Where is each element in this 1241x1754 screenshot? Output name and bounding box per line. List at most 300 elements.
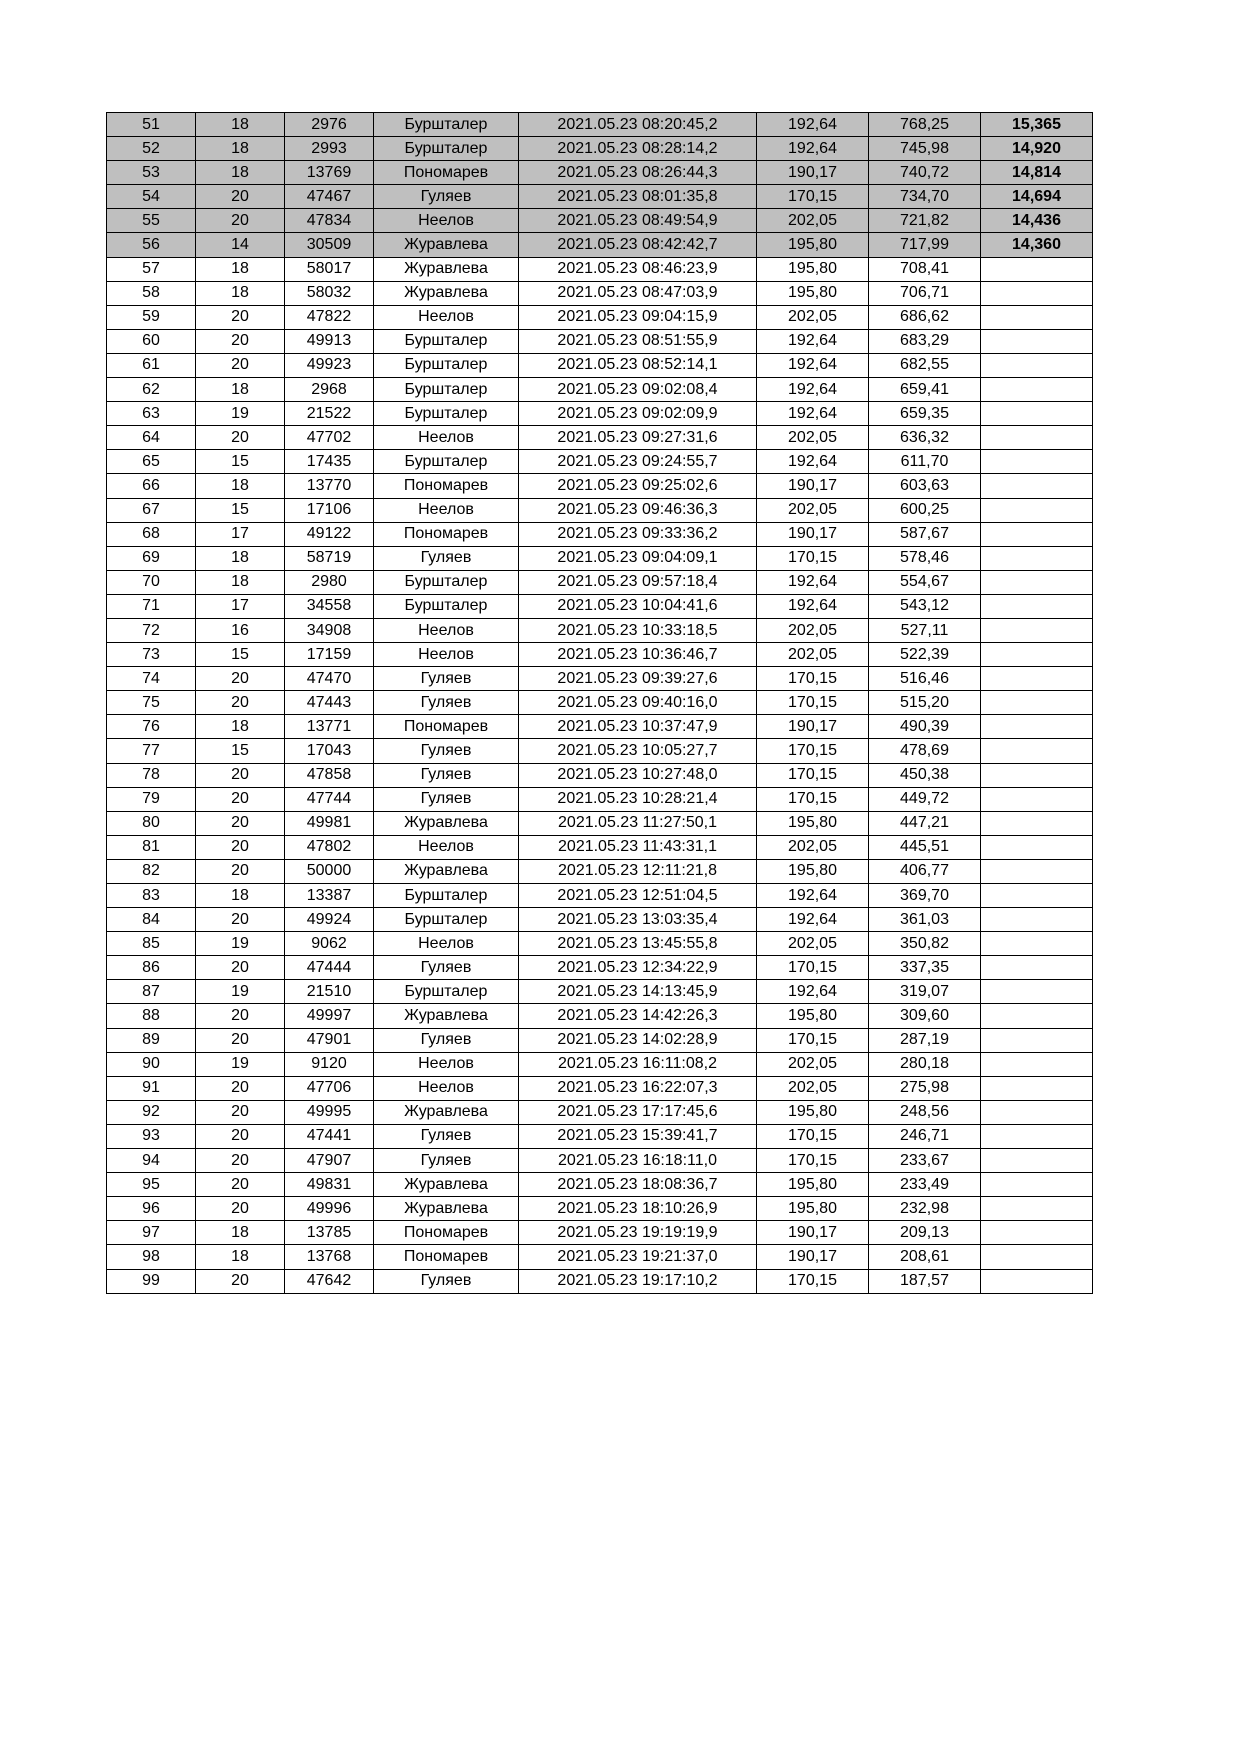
round-cell: 18: [196, 546, 285, 570]
distance-cell: 190,17: [757, 522, 869, 546]
table-row: [107, 209, 1093, 233]
ring-number-cell: 47702: [285, 426, 374, 450]
round-cell: 18: [196, 137, 285, 161]
round-cell: 18: [196, 474, 285, 498]
place-cell: 98: [107, 1245, 196, 1269]
arrival-time-cell: 2021.05.23 16:11:08,2: [519, 1052, 757, 1076]
speed-cell: 600,25: [869, 498, 981, 522]
owner-cell: Неелов: [374, 305, 519, 329]
distance-cell: 170,15: [757, 1028, 869, 1052]
ring-number-cell: 49122: [285, 522, 374, 546]
place-cell: 77: [107, 739, 196, 763]
round-cell: 20: [196, 1004, 285, 1028]
table-row: [107, 426, 1093, 450]
place-cell: 84: [107, 908, 196, 932]
owner-cell: Гуляев: [374, 667, 519, 691]
arrival-time-cell: 2021.05.23 19:17:10,2: [519, 1269, 757, 1293]
speed-cell: 337,35: [869, 956, 981, 980]
ring-number-cell: 9062: [285, 932, 374, 956]
speed-cell: 287,19: [869, 1028, 981, 1052]
speed-cell: 745,98: [869, 137, 981, 161]
distance-cell: 192,64: [757, 980, 869, 1004]
place-cell: 67: [107, 498, 196, 522]
arrival-time-cell: 2021.05.23 08:49:54,9: [519, 209, 757, 233]
distance-cell: 195,80: [757, 233, 869, 257]
round-cell: 18: [196, 570, 285, 594]
speed-cell: 232,98: [869, 1197, 981, 1221]
owner-cell: Гуляев: [374, 1028, 519, 1052]
distance-cell: 192,64: [757, 329, 869, 353]
table-row: [107, 980, 1093, 1004]
owner-cell: Гуляев: [374, 691, 519, 715]
round-cell: 20: [196, 353, 285, 377]
owner-cell: Буршталер: [374, 353, 519, 377]
arrival-time-cell: 2021.05.23 08:46:23,9: [519, 257, 757, 281]
table-row: [107, 1245, 1093, 1269]
place-cell: 91: [107, 1076, 196, 1100]
distance-cell: 192,64: [757, 450, 869, 474]
owner-cell: Гуляев: [374, 763, 519, 787]
round-cell: 20: [196, 908, 285, 932]
place-cell: 62: [107, 378, 196, 402]
distance-cell: 190,17: [757, 715, 869, 739]
speed-cell: 554,67: [869, 570, 981, 594]
score-cell: [981, 474, 1093, 498]
ring-number-cell: 17159: [285, 643, 374, 667]
score-cell: [981, 570, 1093, 594]
ring-number-cell: 58017: [285, 257, 374, 281]
arrival-time-cell: 2021.05.23 09:40:16,0: [519, 691, 757, 715]
owner-cell: Буршталер: [374, 378, 519, 402]
speed-cell: 603,63: [869, 474, 981, 498]
place-cell: 51: [107, 113, 196, 137]
distance-cell: 170,15: [757, 1269, 869, 1293]
speed-cell: 233,49: [869, 1173, 981, 1197]
distance-cell: 170,15: [757, 1124, 869, 1148]
arrival-time-cell: 2021.05.23 09:33:36,2: [519, 522, 757, 546]
owner-cell: Буршталер: [374, 450, 519, 474]
owner-cell: Неелов: [374, 498, 519, 522]
place-cell: 58: [107, 281, 196, 305]
ring-number-cell: 2976: [285, 113, 374, 137]
owner-cell: Гуляев: [374, 546, 519, 570]
speed-cell: 734,70: [869, 185, 981, 209]
distance-cell: 202,05: [757, 426, 869, 450]
arrival-time-cell: 2021.05.23 08:42:42,7: [519, 233, 757, 257]
speed-cell: 406,77: [869, 859, 981, 883]
arrival-time-cell: 2021.05.23 14:42:26,3: [519, 1004, 757, 1028]
score-cell: 14,360: [981, 233, 1093, 257]
round-cell: 20: [196, 1149, 285, 1173]
ring-number-cell: 17106: [285, 498, 374, 522]
table-row: [107, 474, 1093, 498]
round-cell: 19: [196, 402, 285, 426]
round-cell: 20: [196, 787, 285, 811]
distance-cell: 192,64: [757, 113, 869, 137]
round-cell: 20: [196, 1269, 285, 1293]
round-cell: 20: [196, 691, 285, 715]
distance-cell: 170,15: [757, 1149, 869, 1173]
speed-cell: 209,13: [869, 1221, 981, 1245]
score-cell: [981, 811, 1093, 835]
table-row: [107, 305, 1093, 329]
place-cell: 71: [107, 594, 196, 618]
distance-cell: 170,15: [757, 787, 869, 811]
owner-cell: Буршталер: [374, 980, 519, 1004]
place-cell: 54: [107, 185, 196, 209]
table-row: [107, 956, 1093, 980]
distance-cell: 192,64: [757, 908, 869, 932]
score-cell: [981, 305, 1093, 329]
score-cell: [981, 1004, 1093, 1028]
score-cell: [981, 956, 1093, 980]
arrival-time-cell: 2021.05.23 19:21:37,0: [519, 1245, 757, 1269]
arrival-time-cell: 2021.05.23 08:26:44,3: [519, 161, 757, 185]
arrival-time-cell: 2021.05.23 12:11:21,8: [519, 859, 757, 883]
distance-cell: 202,05: [757, 305, 869, 329]
speed-cell: 543,12: [869, 594, 981, 618]
round-cell: 20: [196, 956, 285, 980]
round-cell: 20: [196, 305, 285, 329]
ring-number-cell: 21522: [285, 402, 374, 426]
distance-cell: 170,15: [757, 956, 869, 980]
arrival-time-cell: 2021.05.23 12:51:04,5: [519, 884, 757, 908]
speed-cell: 768,25: [869, 113, 981, 137]
owner-cell: Журавлева: [374, 1004, 519, 1028]
round-cell: 20: [196, 1124, 285, 1148]
score-cell: [981, 1052, 1093, 1076]
distance-cell: 192,64: [757, 402, 869, 426]
arrival-time-cell: 2021.05.23 09:04:15,9: [519, 305, 757, 329]
owner-cell: Журавлева: [374, 1173, 519, 1197]
score-cell: [981, 618, 1093, 642]
table-row: [107, 1100, 1093, 1124]
ring-number-cell: 34558: [285, 594, 374, 618]
table-row: [107, 908, 1093, 932]
owner-cell: Буршталер: [374, 594, 519, 618]
owner-cell: Журавлева: [374, 859, 519, 883]
speed-cell: 522,39: [869, 643, 981, 667]
distance-cell: 202,05: [757, 1052, 869, 1076]
score-cell: [981, 1076, 1093, 1100]
place-cell: 70: [107, 570, 196, 594]
score-cell: [981, 329, 1093, 353]
place-cell: 59: [107, 305, 196, 329]
score-cell: [981, 378, 1093, 402]
arrival-time-cell: 2021.05.23 13:45:55,8: [519, 932, 757, 956]
arrival-time-cell: 2021.05.23 08:51:55,9: [519, 329, 757, 353]
place-cell: 68: [107, 522, 196, 546]
table-row: [107, 233, 1093, 257]
arrival-time-cell: 2021.05.23 09:24:55,7: [519, 450, 757, 474]
speed-cell: 280,18: [869, 1052, 981, 1076]
ring-number-cell: 47834: [285, 209, 374, 233]
ring-number-cell: 47744: [285, 787, 374, 811]
round-cell: 20: [196, 763, 285, 787]
round-cell: 18: [196, 257, 285, 281]
round-cell: 15: [196, 739, 285, 763]
place-cell: 55: [107, 209, 196, 233]
round-cell: 14: [196, 233, 285, 257]
score-cell: [981, 739, 1093, 763]
arrival-time-cell: 2021.05.23 08:47:03,9: [519, 281, 757, 305]
ring-number-cell: 47470: [285, 667, 374, 691]
round-cell: 19: [196, 1052, 285, 1076]
owner-cell: Гуляев: [374, 185, 519, 209]
speed-cell: 706,71: [869, 281, 981, 305]
round-cell: 15: [196, 643, 285, 667]
speed-cell: 319,07: [869, 980, 981, 1004]
place-cell: 82: [107, 859, 196, 883]
ring-number-cell: 2980: [285, 570, 374, 594]
round-cell: 16: [196, 618, 285, 642]
speed-cell: 578,46: [869, 546, 981, 570]
score-cell: [981, 715, 1093, 739]
table-row: [107, 1052, 1093, 1076]
speed-cell: 275,98: [869, 1076, 981, 1100]
score-cell: [981, 1245, 1093, 1269]
place-cell: 90: [107, 1052, 196, 1076]
arrival-time-cell: 2021.05.23 19:19:19,9: [519, 1221, 757, 1245]
owner-cell: Пономарев: [374, 522, 519, 546]
distance-cell: 195,80: [757, 1197, 869, 1221]
table-row: [107, 257, 1093, 281]
score-cell: 14,920: [981, 137, 1093, 161]
speed-cell: 659,35: [869, 402, 981, 426]
distance-cell: 195,80: [757, 1004, 869, 1028]
ring-number-cell: 9120: [285, 1052, 374, 1076]
arrival-time-cell: 2021.05.23 09:02:08,4: [519, 378, 757, 402]
arrival-time-cell: 2021.05.23 17:17:45,6: [519, 1100, 757, 1124]
owner-cell: Буршталер: [374, 137, 519, 161]
speed-cell: 683,29: [869, 329, 981, 353]
place-cell: 83: [107, 884, 196, 908]
score-cell: [981, 1221, 1093, 1245]
round-cell: 17: [196, 522, 285, 546]
ring-number-cell: 58032: [285, 281, 374, 305]
score-cell: [981, 1197, 1093, 1221]
arrival-time-cell: 2021.05.23 09:39:27,6: [519, 667, 757, 691]
speed-cell: 450,38: [869, 763, 981, 787]
place-cell: 81: [107, 835, 196, 859]
table-row: [107, 546, 1093, 570]
table-row: [107, 185, 1093, 209]
arrival-time-cell: 2021.05.23 10:27:48,0: [519, 763, 757, 787]
ring-number-cell: 47822: [285, 305, 374, 329]
speed-cell: 708,41: [869, 257, 981, 281]
distance-cell: 202,05: [757, 835, 869, 859]
ring-number-cell: 17043: [285, 739, 374, 763]
ring-number-cell: 49913: [285, 329, 374, 353]
ring-number-cell: 47901: [285, 1028, 374, 1052]
owner-cell: Пономарев: [374, 715, 519, 739]
arrival-time-cell: 2021.05.23 10:04:41,6: [519, 594, 757, 618]
table-row: [107, 667, 1093, 691]
distance-cell: 195,80: [757, 281, 869, 305]
arrival-time-cell: 2021.05.23 15:39:41,7: [519, 1124, 757, 1148]
speed-cell: 740,72: [869, 161, 981, 185]
speed-cell: 682,55: [869, 353, 981, 377]
table-row: [107, 378, 1093, 402]
round-cell: 20: [196, 329, 285, 353]
arrival-time-cell: 2021.05.23 08:20:45,2: [519, 113, 757, 137]
owner-cell: Журавлева: [374, 257, 519, 281]
owner-cell: Неелов: [374, 835, 519, 859]
distance-cell: 195,80: [757, 811, 869, 835]
ring-number-cell: 47467: [285, 185, 374, 209]
distance-cell: 202,05: [757, 1076, 869, 1100]
place-cell: 93: [107, 1124, 196, 1148]
owner-cell: Журавлева: [374, 811, 519, 835]
round-cell: 20: [196, 426, 285, 450]
place-cell: 74: [107, 667, 196, 691]
score-cell: [981, 257, 1093, 281]
table-row: [107, 498, 1093, 522]
speed-cell: 246,71: [869, 1124, 981, 1148]
place-cell: 72: [107, 618, 196, 642]
place-cell: 52: [107, 137, 196, 161]
table-row: [107, 811, 1093, 835]
owner-cell: Буршталер: [374, 329, 519, 353]
speed-cell: 659,41: [869, 378, 981, 402]
speed-cell: 478,69: [869, 739, 981, 763]
table-row: [107, 594, 1093, 618]
round-cell: 18: [196, 161, 285, 185]
round-cell: 15: [196, 498, 285, 522]
owner-cell: Журавлева: [374, 281, 519, 305]
ring-number-cell: 47802: [285, 835, 374, 859]
distance-cell: 190,17: [757, 161, 869, 185]
speed-cell: 686,62: [869, 305, 981, 329]
place-cell: 56: [107, 233, 196, 257]
score-cell: [981, 498, 1093, 522]
place-cell: 96: [107, 1197, 196, 1221]
table-row: [107, 618, 1093, 642]
table-row: [107, 570, 1093, 594]
score-cell: [981, 281, 1093, 305]
table-row: [107, 835, 1093, 859]
owner-cell: Гуляев: [374, 1269, 519, 1293]
table-row: [107, 113, 1093, 137]
score-cell: 14,814: [981, 161, 1093, 185]
arrival-time-cell: 2021.05.23 10:37:47,9: [519, 715, 757, 739]
arrival-time-cell: 2021.05.23 09:02:09,9: [519, 402, 757, 426]
place-cell: 92: [107, 1100, 196, 1124]
ring-number-cell: 50000: [285, 859, 374, 883]
table-row: [107, 353, 1093, 377]
round-cell: 15: [196, 450, 285, 474]
round-cell: 17: [196, 594, 285, 618]
place-cell: 69: [107, 546, 196, 570]
owner-cell: Пономарев: [374, 161, 519, 185]
speed-cell: 350,82: [869, 932, 981, 956]
place-cell: 78: [107, 763, 196, 787]
owner-cell: Журавлева: [374, 233, 519, 257]
results-body: [107, 113, 1093, 1294]
table-row: [107, 763, 1093, 787]
table-row: [107, 522, 1093, 546]
ring-number-cell: 2993: [285, 137, 374, 161]
score-cell: [981, 643, 1093, 667]
arrival-time-cell: 2021.05.23 10:05:27,7: [519, 739, 757, 763]
ring-number-cell: 49997: [285, 1004, 374, 1028]
ring-number-cell: 13785: [285, 1221, 374, 1245]
score-cell: [981, 546, 1093, 570]
owner-cell: Гуляев: [374, 739, 519, 763]
place-cell: 95: [107, 1173, 196, 1197]
distance-cell: 195,80: [757, 1173, 869, 1197]
score-cell: [981, 450, 1093, 474]
round-cell: 20: [196, 1173, 285, 1197]
round-cell: 19: [196, 980, 285, 1004]
arrival-time-cell: 2021.05.23 08:01:35,8: [519, 185, 757, 209]
score-cell: [981, 594, 1093, 618]
arrival-time-cell: 2021.05.23 09:04:09,1: [519, 546, 757, 570]
owner-cell: Неелов: [374, 643, 519, 667]
ring-number-cell: 47443: [285, 691, 374, 715]
table-row: [107, 161, 1093, 185]
ring-number-cell: 13770: [285, 474, 374, 498]
ring-number-cell: 47642: [285, 1269, 374, 1293]
owner-cell: Неелов: [374, 209, 519, 233]
arrival-time-cell: 2021.05.23 09:57:18,4: [519, 570, 757, 594]
place-cell: 61: [107, 353, 196, 377]
arrival-time-cell: 2021.05.23 10:36:46,7: [519, 643, 757, 667]
speed-cell: 309,60: [869, 1004, 981, 1028]
speed-cell: 361,03: [869, 908, 981, 932]
arrival-time-cell: 2021.05.23 10:28:21,4: [519, 787, 757, 811]
round-cell: 20: [196, 859, 285, 883]
round-cell: 18: [196, 884, 285, 908]
owner-cell: Буршталер: [374, 113, 519, 137]
distance-cell: 202,05: [757, 618, 869, 642]
speed-cell: 369,70: [869, 884, 981, 908]
score-cell: [981, 1100, 1093, 1124]
score-cell: [981, 691, 1093, 715]
table-row: [107, 859, 1093, 883]
round-cell: 18: [196, 113, 285, 137]
table-row: [107, 739, 1093, 763]
place-cell: 73: [107, 643, 196, 667]
ring-number-cell: 13768: [285, 1245, 374, 1269]
distance-cell: 192,64: [757, 353, 869, 377]
owner-cell: Неелов: [374, 618, 519, 642]
round-cell: 18: [196, 281, 285, 305]
arrival-time-cell: 2021.05.23 08:28:14,2: [519, 137, 757, 161]
ring-number-cell: 30509: [285, 233, 374, 257]
table-row: [107, 1149, 1093, 1173]
owner-cell: Неелов: [374, 932, 519, 956]
round-cell: 19: [196, 932, 285, 956]
owner-cell: Буршталер: [374, 570, 519, 594]
score-cell: [981, 1124, 1093, 1148]
speed-cell: 611,70: [869, 450, 981, 474]
score-cell: [981, 667, 1093, 691]
table-row: [107, 787, 1093, 811]
round-cell: 20: [196, 811, 285, 835]
table-row: [107, 715, 1093, 739]
distance-cell: 170,15: [757, 185, 869, 209]
arrival-time-cell: 2021.05.23 16:18:11,0: [519, 1149, 757, 1173]
owner-cell: Гуляев: [374, 956, 519, 980]
speed-cell: 527,11: [869, 618, 981, 642]
owner-cell: Журавлева: [374, 1197, 519, 1221]
distance-cell: 192,64: [757, 884, 869, 908]
arrival-time-cell: 2021.05.23 08:52:14,1: [519, 353, 757, 377]
ring-number-cell: 49924: [285, 908, 374, 932]
speed-cell: 449,72: [869, 787, 981, 811]
table-row: [107, 884, 1093, 908]
